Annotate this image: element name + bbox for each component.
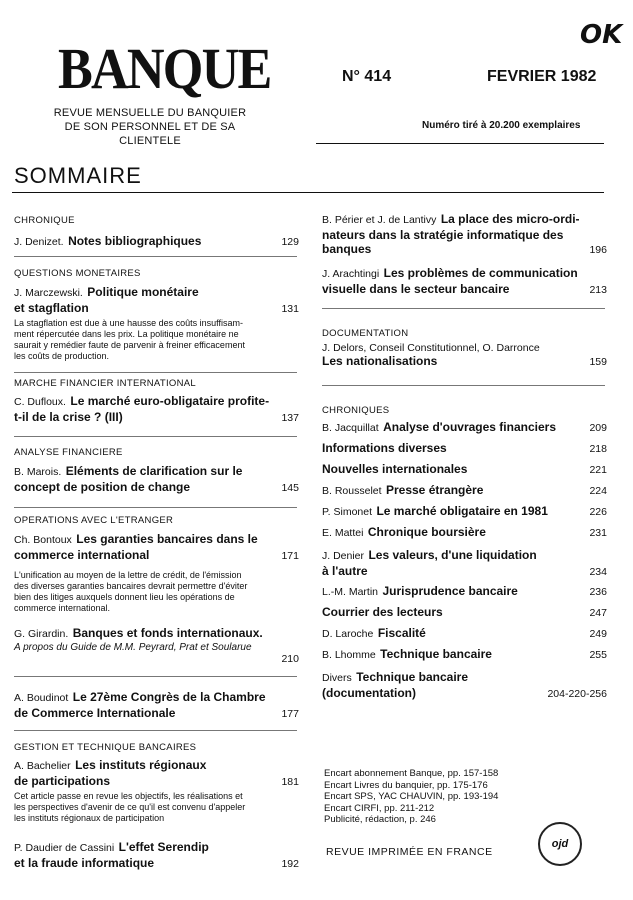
- entry-page: 210: [281, 653, 299, 665]
- toc-item[interactable]: [322, 582, 607, 603]
- entry-title: et stagflation: [14, 301, 89, 315]
- encart-line: Encart abonnement Banque, pp. 157-158: [324, 768, 499, 779]
- section-label: MARCHE FINANCIER INTERNATIONAL: [14, 378, 196, 389]
- toc-entry-communication[interactable]: [322, 264, 607, 296]
- entry-title: Eléments de clarification sur le: [65, 464, 243, 478]
- entry-author: P. Simonet: [322, 506, 373, 518]
- entry-title: à l'autre: [322, 564, 368, 578]
- entry-title: L'effet Serendip: [118, 840, 209, 854]
- separator: [14, 676, 297, 677]
- entry-description: bien des litiges auxquels donnent lieu les opérations de: [14, 592, 235, 602]
- toc-entry-gestion[interactable]: [14, 742, 299, 870]
- toc-entry-questions-monetaires[interactable]: [14, 268, 299, 362]
- entry-author: P. Daudier de Cassini: [14, 842, 115, 854]
- entry-title: Les problèmes de communication: [383, 266, 578, 280]
- chroniques-heading: CHRONIQUES: [322, 405, 390, 416]
- masthead-title: BANQUE: [58, 36, 271, 101]
- entry-author: B. Lhomme: [322, 649, 376, 661]
- toc-item[interactable]: [322, 624, 607, 645]
- entry-title: Les garanties bancaires dans le: [76, 532, 258, 546]
- entry-description: commerce international.: [14, 603, 111, 613]
- entry-description: ment répercutée dans les prix. La politique monétaire ne: [14, 329, 239, 339]
- section-label: GESTION ET TECHNIQUE BANCAIRES: [14, 742, 197, 753]
- entry-title: Le 27ème Congrès de la Chambre: [72, 690, 266, 704]
- entry-author: A. Bachelier: [14, 760, 71, 772]
- issue-number: N° 414: [342, 68, 392, 85]
- entry-title: Le marché obligataire en 1981: [376, 504, 548, 518]
- entry-title: (documentation): [322, 686, 416, 700]
- entry-author: J. Delors, Conseil Constitutionnel, O. Darronce: [322, 342, 540, 354]
- toc-item[interactable]: [322, 668, 607, 700]
- separator: [14, 507, 297, 508]
- separator: [322, 308, 605, 309]
- entry-title: t-il de la crise ? (III): [14, 410, 123, 424]
- toc-entry-marche-financier[interactable]: [14, 378, 299, 424]
- encart-line: Encart Livres du banquier, pp. 175-176: [324, 779, 488, 791]
- entry-title: Chronique boursière: [367, 525, 486, 539]
- sommaire-heading: SOMMAIRE: [14, 163, 142, 188]
- section-label: OPERATIONS AVEC L'ETRANGER: [14, 515, 174, 526]
- entry-page: 234: [589, 566, 607, 578]
- entry-title: Les instituts régionaux: [75, 758, 207, 772]
- entry-description: A propos du Guide de M.M. Peyrard, Prat et Soularue: [14, 642, 252, 653]
- encart-line: Encart CIRFI, pp. 211-212: [324, 802, 435, 814]
- entry-author: E. Mattei: [322, 527, 364, 539]
- entry-title: Le marché euro-obligataire profite-: [70, 394, 270, 408]
- entry-page: 131: [281, 303, 299, 315]
- entry-page: 249: [589, 628, 607, 640]
- entry-author: Ch. Bontoux: [14, 534, 72, 546]
- section-label: QUESTIONS MONETAIRES: [14, 268, 141, 279]
- toc-item[interactable]: [322, 523, 607, 544]
- toc-item[interactable]: [322, 439, 607, 460]
- toc-entry-congres[interactable]: [14, 688, 299, 720]
- masthead-subtitle: [40, 106, 260, 148]
- toc-entry-operations-etranger[interactable]: [14, 515, 299, 665]
- ojd-seal: ojd: [538, 822, 582, 866]
- entry-author: Divers: [322, 672, 352, 684]
- entry-title: Analyse d'ouvrages financiers: [383, 420, 556, 434]
- section-label: DOCUMENTATION: [322, 328, 409, 339]
- entry-page: 181: [281, 776, 299, 788]
- entry-page: 204-220-256: [547, 688, 607, 700]
- entry-description: Cet article passe en revue les objectifs, les réalisations et: [14, 791, 243, 801]
- entry-title: Banques et fonds internationaux.: [72, 626, 263, 640]
- encart-line: Publicité, rédaction, p. 246: [324, 814, 436, 825]
- entry-page: 137: [281, 412, 299, 424]
- entry-title: La place des micro-ordi-: [440, 212, 580, 226]
- entry-title: Technique bancaire: [380, 647, 492, 661]
- toc-item[interactable]: [322, 418, 607, 439]
- entry-description: les coûts de production.: [14, 351, 110, 361]
- chroniques-list: [322, 418, 607, 700]
- issue-date: FEVRIER 1982: [487, 68, 597, 85]
- toc-item[interactable]: [322, 603, 607, 624]
- handwritten-mark: OK: [580, 20, 623, 50]
- print-run: Numéro tiré à 20.200 exemplaires: [422, 120, 581, 131]
- entry-description: les instituts régionaux de participation: [14, 813, 165, 823]
- entry-title: Politique monétaire: [87, 285, 199, 299]
- entry-page: 221: [589, 464, 607, 476]
- footer-printed: REVUE IMPRIMÉE EN FRANCE: [326, 846, 493, 858]
- entry-author: B. Jacquillat: [322, 422, 379, 434]
- toc-item[interactable]: [322, 502, 607, 523]
- separator: [14, 436, 297, 437]
- entry-author: J. Arachtingi: [322, 268, 380, 280]
- entry-page: 192: [281, 858, 299, 870]
- separator: [14, 372, 297, 373]
- header-rule: [316, 143, 604, 144]
- entry-title: et la fraude informatique: [14, 856, 155, 870]
- entry-page: 159: [589, 356, 607, 368]
- entry-title: Presse étrangère: [385, 483, 484, 497]
- entry-title: Technique bancaire: [356, 670, 469, 684]
- entry-title: Nouvelles internationales: [322, 462, 468, 476]
- entry-title: Jurisprudence bancaire: [382, 584, 518, 598]
- entry-page: 218: [589, 443, 607, 455]
- toc-entry-analyse-financiere[interactable]: [14, 447, 299, 494]
- encarts-block: [324, 768, 498, 826]
- entry-page: 255: [589, 649, 607, 661]
- entry-description: les perspectives d'avenir de ce qu'il est convenu d'appeler: [14, 802, 246, 812]
- entry-author: B. Périer et J. de Lantivy: [322, 214, 437, 226]
- entry-author: J. Marczewski.: [14, 287, 83, 299]
- section-label: ANALYSE FINANCIERE: [14, 447, 123, 458]
- entry-page: 209: [589, 422, 607, 434]
- entry-description: La stagflation est due à une hausse des coûts insuffisam-: [14, 318, 243, 328]
- entry-title: visuelle dans le secteur bancaire: [322, 282, 510, 296]
- entry-author: G. Girardin.: [14, 628, 69, 640]
- entry-author: A. Boudinot: [14, 692, 69, 704]
- entry-title: de Commerce Internationale: [14, 706, 176, 720]
- entry-page: 129: [281, 236, 299, 248]
- entry-author: D. Laroche: [322, 628, 374, 640]
- entry-description: L'unification au moyen de la lettre de crédit, de l'émission: [14, 570, 242, 580]
- entry-author: B. Marois.: [14, 466, 62, 478]
- entry-page: 226: [589, 506, 607, 518]
- entry-page: 224: [589, 485, 607, 497]
- entry-title: banques: [322, 242, 372, 256]
- toc-item[interactable]: [322, 645, 607, 666]
- entry-title: Informations diverses: [322, 441, 447, 455]
- entry-title: Les valeurs, d'une liquidation: [368, 548, 537, 562]
- entry-page: 145: [281, 482, 299, 494]
- entry-page: 196: [589, 244, 607, 256]
- entry-author: J. Denizet.: [14, 236, 64, 248]
- entry-author: B. Rousselet: [322, 485, 382, 497]
- toc-item[interactable]: [322, 481, 607, 502]
- entry-title: concept de position de change: [14, 480, 191, 494]
- entry-title: nateurs dans la stratégie informatique des: [322, 228, 564, 242]
- entry-title: Les nationalisations: [322, 354, 438, 368]
- entry-title: commerce international: [14, 548, 150, 562]
- toc-entry-chronique[interactable]: [14, 215, 299, 250]
- entry-page: 231: [589, 527, 607, 539]
- entry-page: 171: [281, 550, 299, 562]
- entry-author: C. Dufloux.: [14, 396, 66, 408]
- encart-line: Encart SPS, YAC CHAUVIN, pp. 193-194: [324, 791, 499, 802]
- entry-page: 247: [589, 607, 607, 619]
- separator: [14, 730, 297, 731]
- separator: [322, 385, 605, 386]
- toc-entry-documentation[interactable]: [322, 328, 607, 368]
- subtitle-line-1: REVUE MENSUELLE DU BANQUIER: [53, 107, 247, 119]
- section-label: CHRONIQUE: [14, 215, 75, 226]
- toc-item[interactable]: [322, 546, 607, 582]
- sommaire-rule: [12, 192, 604, 193]
- subtitle-line-2: DE SON PERSONNEL ET DE SA CLIENTELE: [64, 121, 236, 147]
- toc-item[interactable]: [322, 460, 607, 481]
- entry-title: de participations: [14, 774, 111, 788]
- separator: [14, 256, 297, 257]
- entry-title: Fiscalité: [377, 626, 426, 640]
- entry-author: L.-M. Martin: [322, 586, 379, 598]
- entry-author: J. Denier: [322, 550, 365, 562]
- entry-description: des diverses garanties bancaires devrait permettre d'éviter: [14, 581, 248, 591]
- entry-page: 213: [589, 284, 607, 296]
- entry-page: 177: [281, 708, 299, 720]
- entry-page: 236: [589, 586, 607, 598]
- toc-entry-micro-ordinateurs[interactable]: [322, 210, 607, 256]
- entry-title: Notes bibliographiques: [68, 234, 202, 248]
- entry-description: saurait y remédier faute de parvenir à freiner efficacement: [14, 340, 245, 350]
- entry-title: Courrier des lecteurs: [322, 605, 443, 619]
